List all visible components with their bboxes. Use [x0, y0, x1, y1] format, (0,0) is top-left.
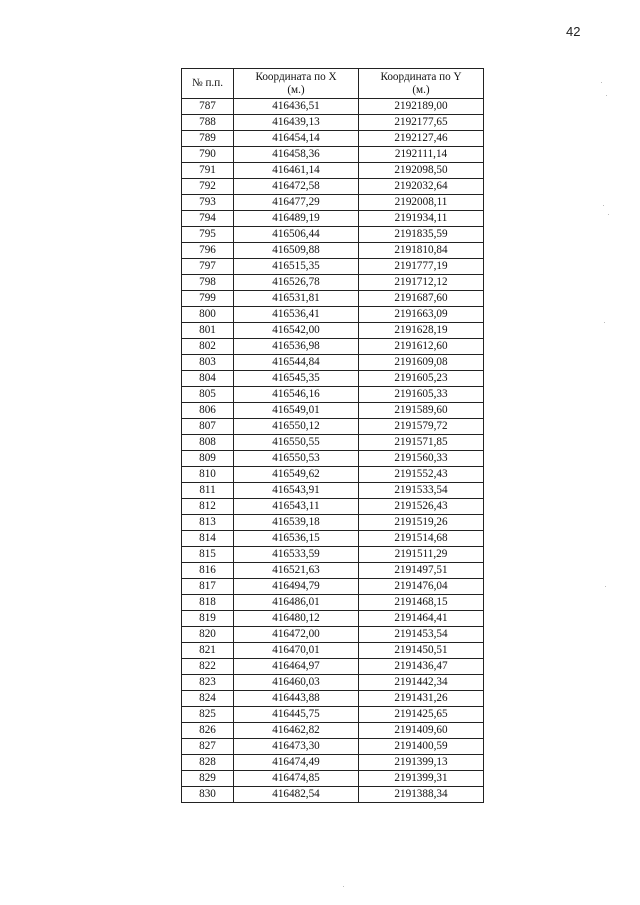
- table-row: [182, 675, 484, 691]
- cell-x: 416460,03: [234, 675, 359, 691]
- cell-number: 822: [182, 659, 234, 675]
- table-row: [182, 371, 484, 387]
- table-row: [182, 723, 484, 739]
- cell-y: 2191388,34: [359, 787, 484, 803]
- table-row: [182, 419, 484, 435]
- cell-x: 416436,51: [234, 99, 359, 115]
- cell-number: 819: [182, 611, 234, 627]
- cell-x: 416464,97: [234, 659, 359, 675]
- table-row: [182, 499, 484, 515]
- table-row: [182, 211, 484, 227]
- cell-x: 416486,01: [234, 595, 359, 611]
- cell-x: 416482,54: [234, 787, 359, 803]
- cell-x: 416474,85: [234, 771, 359, 787]
- cell-number: 812: [182, 499, 234, 515]
- cell-x: 416506,44: [234, 227, 359, 243]
- cell-x: 416509,88: [234, 243, 359, 259]
- cell-x: 416549,01: [234, 403, 359, 419]
- cell-y: 2192008,11: [359, 195, 484, 211]
- scan-speck: [608, 214, 609, 215]
- cell-number: 811: [182, 483, 234, 499]
- table-row: [182, 131, 484, 147]
- cell-y: 2191663,09: [359, 307, 484, 323]
- cell-x: 416443,88: [234, 691, 359, 707]
- cell-y: 2191605,33: [359, 387, 484, 403]
- cell-number: 789: [182, 131, 234, 147]
- table-row: [182, 227, 484, 243]
- cell-number: 801: [182, 323, 234, 339]
- cell-number: 828: [182, 755, 234, 771]
- cell-y: 2191934,11: [359, 211, 484, 227]
- cell-number: 802: [182, 339, 234, 355]
- table-row: [182, 659, 484, 675]
- cell-number: 790: [182, 147, 234, 163]
- cell-x: 416461,14: [234, 163, 359, 179]
- scan-speck: [604, 322, 605, 323]
- cell-y: 2191399,31: [359, 771, 484, 787]
- table-row: [182, 339, 484, 355]
- table-row: [182, 99, 484, 115]
- cell-y: 2191835,59: [359, 227, 484, 243]
- cell-y: 2192032,64: [359, 179, 484, 195]
- cell-y: 2191579,72: [359, 419, 484, 435]
- cell-x: 416536,41: [234, 307, 359, 323]
- cell-number: 823: [182, 675, 234, 691]
- cell-number: 830: [182, 787, 234, 803]
- cell-y: 2191571,85: [359, 435, 484, 451]
- scan-speck: [603, 205, 604, 206]
- table-row: [182, 451, 484, 467]
- cell-y: 2192189,00: [359, 99, 484, 115]
- cell-y: 2191400,59: [359, 739, 484, 755]
- cell-number: 806: [182, 403, 234, 419]
- cell-y: 2191442,34: [359, 675, 484, 691]
- cell-x: 416458,36: [234, 147, 359, 163]
- table-row: [182, 483, 484, 499]
- cell-x: 416462,82: [234, 723, 359, 739]
- cell-x: 416545,35: [234, 371, 359, 387]
- table-header: [182, 69, 484, 99]
- cell-number: 804: [182, 371, 234, 387]
- cell-y: 2191777,19: [359, 259, 484, 275]
- cell-x: 416550,53: [234, 451, 359, 467]
- cell-y: 2191425,65: [359, 707, 484, 723]
- cell-y: 2191399,13: [359, 755, 484, 771]
- table-row: [182, 707, 484, 723]
- cell-x: 416470,01: [234, 643, 359, 659]
- cell-y: 2191560,33: [359, 451, 484, 467]
- cell-y: 2192127,46: [359, 131, 484, 147]
- cell-y: 2191810,84: [359, 243, 484, 259]
- cell-y: 2191605,23: [359, 371, 484, 387]
- cell-x: 416515,35: [234, 259, 359, 275]
- cell-number: 795: [182, 227, 234, 243]
- table-row: [182, 307, 484, 323]
- cell-number: 814: [182, 531, 234, 547]
- cell-x: 416480,12: [234, 611, 359, 627]
- coordinates-table: [181, 68, 484, 803]
- column-header-number: [182, 69, 234, 99]
- cell-x: 416549,62: [234, 467, 359, 483]
- cell-y: 2191514,68: [359, 531, 484, 547]
- table-row: [182, 579, 484, 595]
- cell-x: 416542,00: [234, 323, 359, 339]
- column-header-y-unit: (м.): [412, 83, 430, 96]
- table-row: [182, 403, 484, 419]
- cell-x: 416536,15: [234, 531, 359, 547]
- cell-y: 2192098,50: [359, 163, 484, 179]
- cell-x: 416526,78: [234, 275, 359, 291]
- cell-number: 820: [182, 627, 234, 643]
- table-row: [182, 515, 484, 531]
- cell-y: 2191450,51: [359, 643, 484, 659]
- cell-x: 416544,84: [234, 355, 359, 371]
- table-row: [182, 755, 484, 771]
- cell-number: 788: [182, 115, 234, 131]
- table-row: [182, 259, 484, 275]
- cell-x: 416494,79: [234, 579, 359, 595]
- table-body: [182, 99, 484, 803]
- cell-number: 829: [182, 771, 234, 787]
- cell-y: 2191476,04: [359, 579, 484, 595]
- cell-x: 416474,49: [234, 755, 359, 771]
- cell-number: 787: [182, 99, 234, 115]
- cell-x: 416550,55: [234, 435, 359, 451]
- table-row: [182, 115, 484, 131]
- table-row: [182, 611, 484, 627]
- cell-number: 798: [182, 275, 234, 291]
- cell-y: 2191687,60: [359, 291, 484, 307]
- column-header-y: [359, 69, 484, 99]
- cell-number: 808: [182, 435, 234, 451]
- table-row: [182, 467, 484, 483]
- table-row: [182, 291, 484, 307]
- table-row: [182, 387, 484, 403]
- cell-number: 803: [182, 355, 234, 371]
- cell-number: 794: [182, 211, 234, 227]
- cell-number: 799: [182, 291, 234, 307]
- cell-y: 2192111,14: [359, 147, 484, 163]
- cell-y: 2191533,54: [359, 483, 484, 499]
- scan-speck: [601, 82, 602, 83]
- cell-y: 2192177,65: [359, 115, 484, 131]
- table-row: [182, 323, 484, 339]
- cell-x: 416477,29: [234, 195, 359, 211]
- cell-y: 2191612,60: [359, 339, 484, 355]
- table-row: [182, 643, 484, 659]
- table-row: [182, 739, 484, 755]
- page-number: 42: [566, 24, 581, 39]
- cell-y: 2191468,15: [359, 595, 484, 611]
- cell-number: 815: [182, 547, 234, 563]
- cell-number: 813: [182, 515, 234, 531]
- table-row: [182, 531, 484, 547]
- cell-x: 416543,91: [234, 483, 359, 499]
- cell-x: 416536,98: [234, 339, 359, 355]
- cell-number: 791: [182, 163, 234, 179]
- cell-y: 2191464,41: [359, 611, 484, 627]
- cell-x: 416543,11: [234, 499, 359, 515]
- cell-x: 416521,63: [234, 563, 359, 579]
- cell-number: 800: [182, 307, 234, 323]
- cell-y: 2191497,51: [359, 563, 484, 579]
- cell-number: 816: [182, 563, 234, 579]
- table-row: [182, 355, 484, 371]
- cell-x: 416454,14: [234, 131, 359, 147]
- cell-number: 809: [182, 451, 234, 467]
- cell-x: 416546,16: [234, 387, 359, 403]
- cell-x: 416445,75: [234, 707, 359, 723]
- cell-x: 416472,58: [234, 179, 359, 195]
- cell-y: 2191511,29: [359, 547, 484, 563]
- cell-y: 2191526,43: [359, 499, 484, 515]
- cell-number: 810: [182, 467, 234, 483]
- column-header-x-unit: (м.): [287, 83, 305, 96]
- cell-number: 792: [182, 179, 234, 195]
- cell-x: 416539,18: [234, 515, 359, 531]
- scan-speck: [605, 586, 606, 587]
- cell-number: 818: [182, 595, 234, 611]
- scan-speck: [606, 95, 607, 96]
- cell-y: 2191519,26: [359, 515, 484, 531]
- cell-y: 2191436,47: [359, 659, 484, 675]
- cell-y: 2191409,60: [359, 723, 484, 739]
- cell-number: 807: [182, 419, 234, 435]
- scan-speck: [343, 886, 344, 887]
- cell-x: 416531,81: [234, 291, 359, 307]
- cell-y: 2191628,19: [359, 323, 484, 339]
- column-header-number-label: № п.п.: [191, 77, 224, 89]
- table-row: [182, 691, 484, 707]
- cell-number: 793: [182, 195, 234, 211]
- cell-number: 821: [182, 643, 234, 659]
- cell-number: 796: [182, 243, 234, 259]
- cell-y: 2191609,08: [359, 355, 484, 371]
- table-row: [182, 179, 484, 195]
- column-header-x-label: Координата по X: [255, 70, 337, 83]
- table-row: [182, 595, 484, 611]
- cell-x: 416473,30: [234, 739, 359, 755]
- cell-x: 416533,59: [234, 547, 359, 563]
- table-row: [182, 627, 484, 643]
- cell-x: 416550,12: [234, 419, 359, 435]
- cell-number: 827: [182, 739, 234, 755]
- cell-number: 824: [182, 691, 234, 707]
- cell-y: 2191453,54: [359, 627, 484, 643]
- cell-number: 826: [182, 723, 234, 739]
- column-header-x: [234, 69, 359, 99]
- cell-number: 817: [182, 579, 234, 595]
- cell-x: 416439,13: [234, 115, 359, 131]
- table-row: [182, 771, 484, 787]
- column-header-y-label: Координата по Y: [380, 70, 462, 83]
- table-row: [182, 163, 484, 179]
- table-row: [182, 547, 484, 563]
- cell-number: 825: [182, 707, 234, 723]
- table-row: [182, 147, 484, 163]
- table-row: [182, 195, 484, 211]
- table-row: [182, 435, 484, 451]
- table-row: [182, 787, 484, 803]
- cell-y: 2191589,60: [359, 403, 484, 419]
- cell-x: 416489,19: [234, 211, 359, 227]
- cell-number: 805: [182, 387, 234, 403]
- cell-y: 2191712,12: [359, 275, 484, 291]
- table-row: [182, 275, 484, 291]
- cell-number: 797: [182, 259, 234, 275]
- table-row: [182, 243, 484, 259]
- table-row: [182, 563, 484, 579]
- cell-y: 2191552,43: [359, 467, 484, 483]
- cell-y: 2191431,26: [359, 691, 484, 707]
- cell-x: 416472,00: [234, 627, 359, 643]
- header-row: [182, 69, 484, 99]
